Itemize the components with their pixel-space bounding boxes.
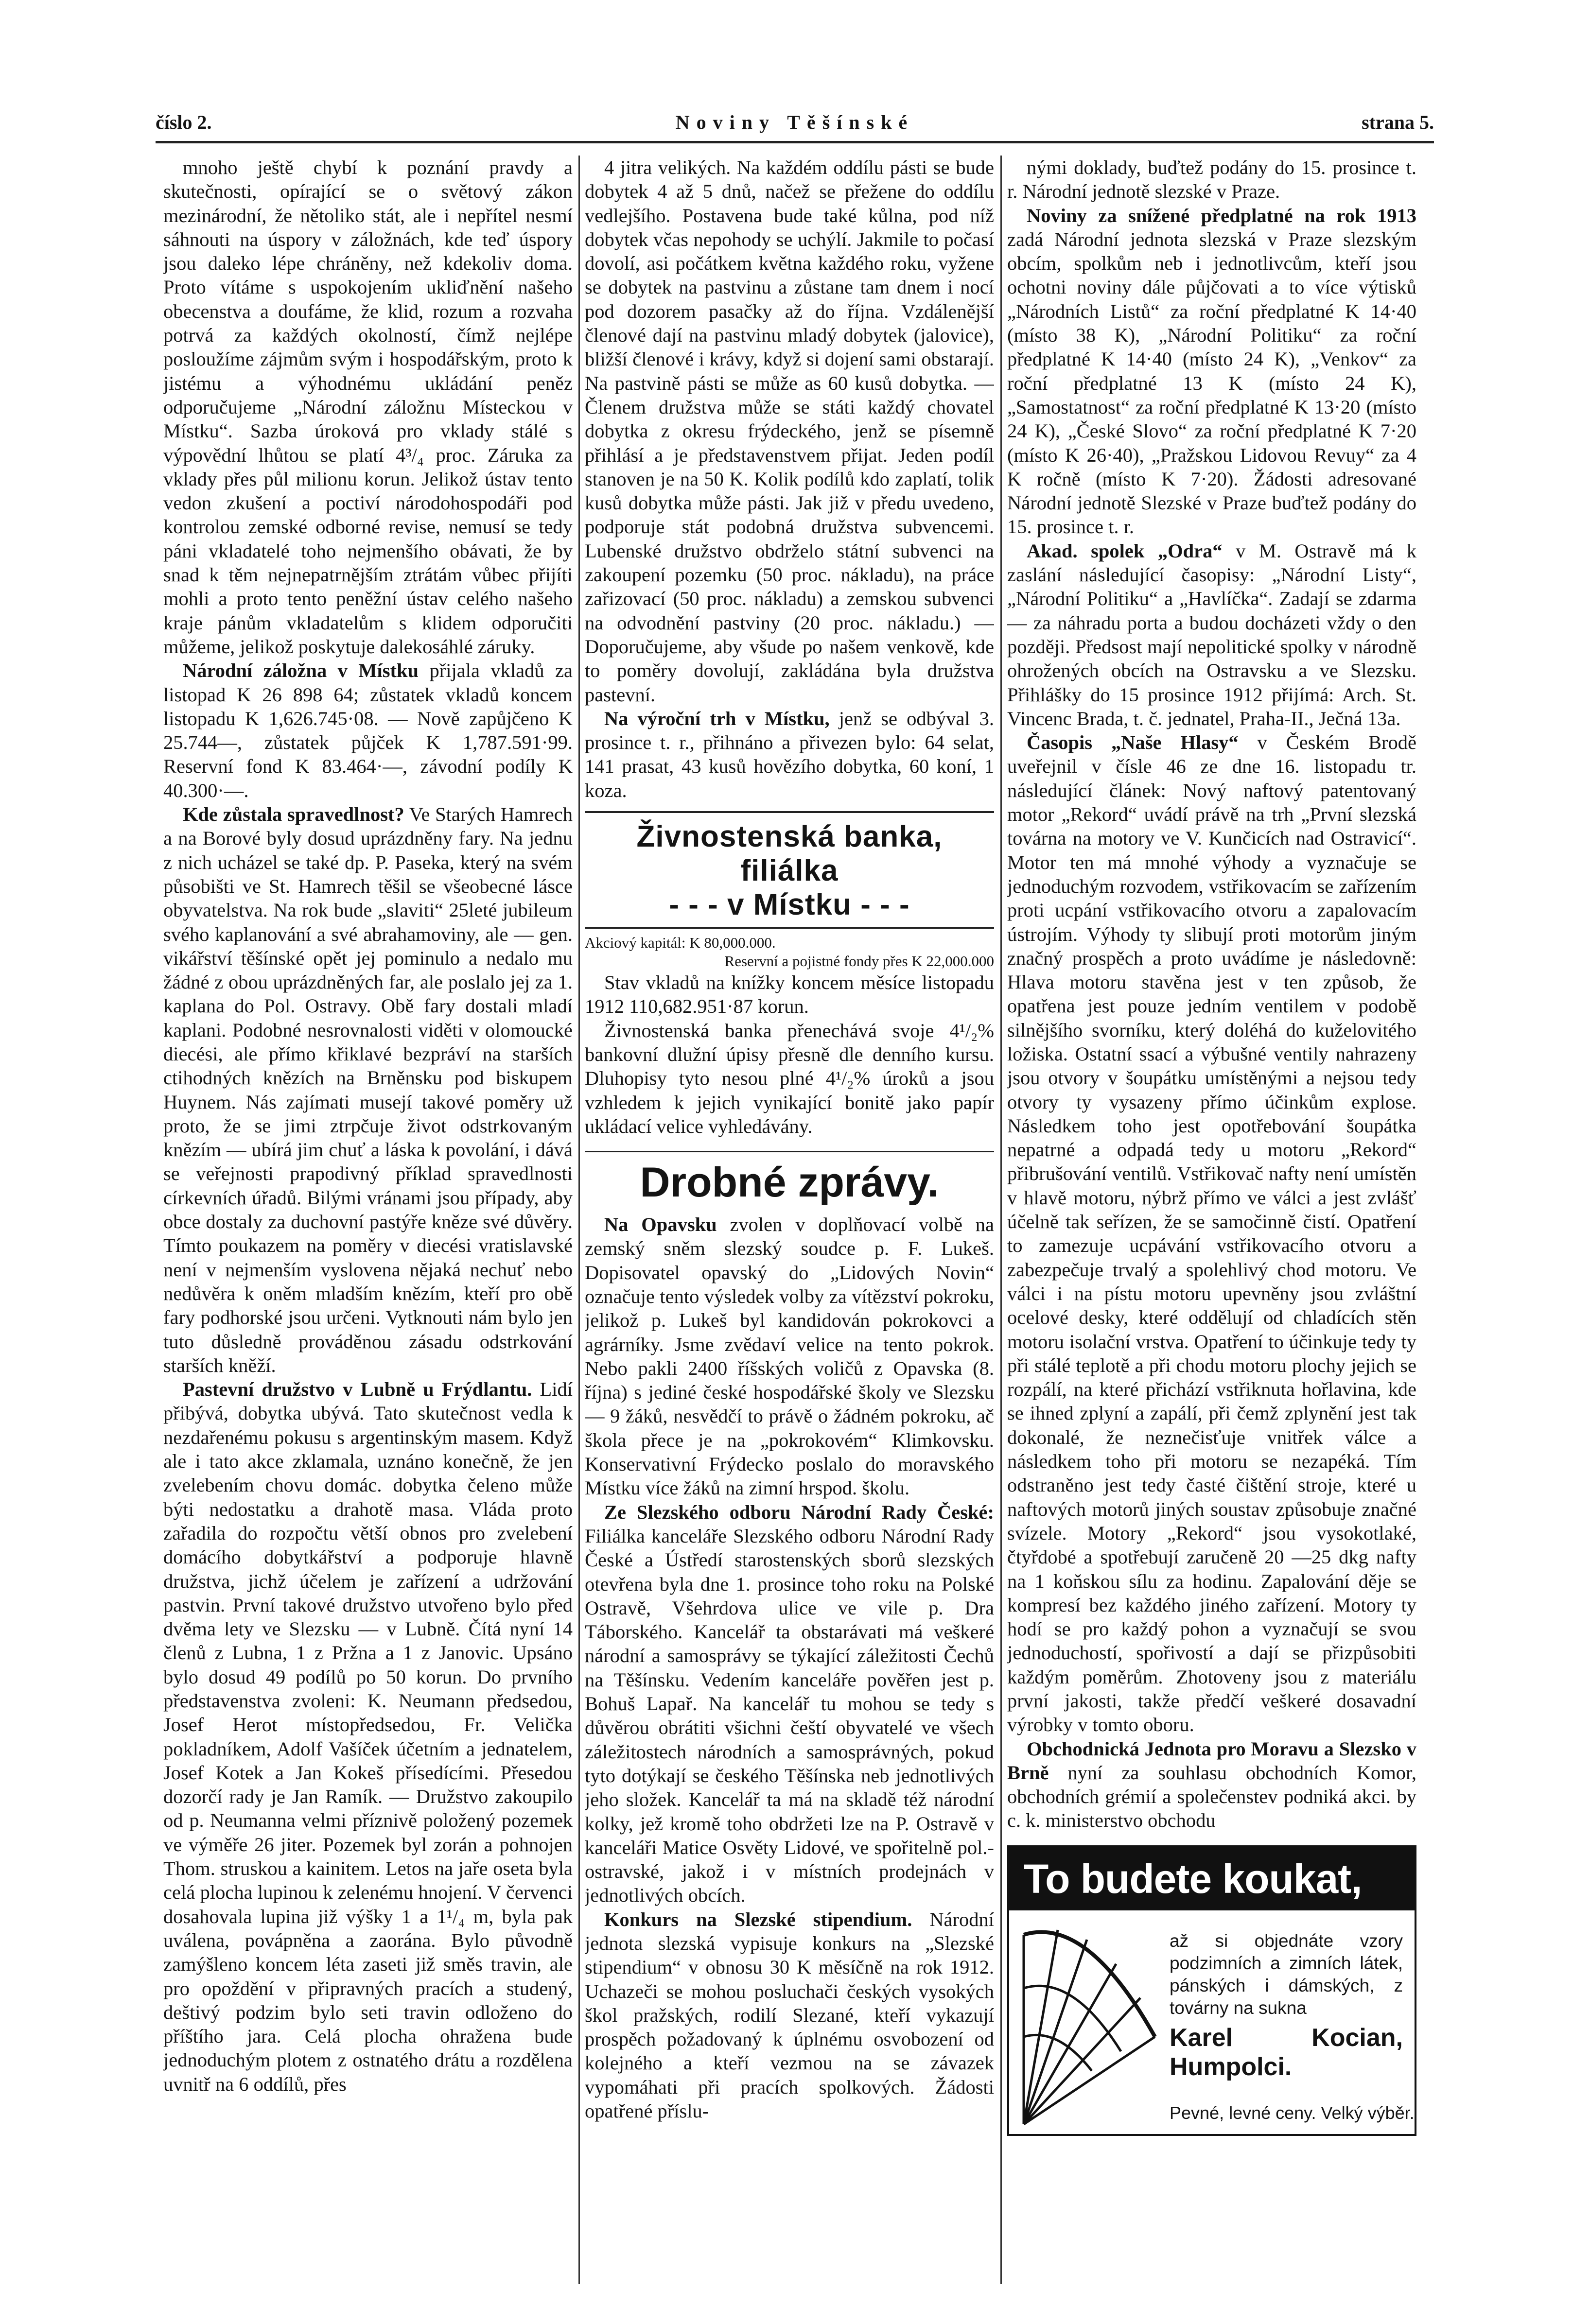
article-text: Filiálka kanceláře Slezského odboru Národní Rady České a Ústředí starostenských sborů slezských otevřena byla dne 1. prosince toho roku na Polské Ostravě, Všehrdova ulice ve vile p. Dra Táborského. Kancelář ta obstarávati má veškeré národní a samosprávy se týkající záležitosti Čechů na Těšínsku. Vedením kanceláře pověřen jest p. Bohuš Lapař. Na kancelář tu mohou se tedy s důvěrou obrátiti všichni čeští obyvatelé ve všech záležitostech národních a samosprávných, pokud tyto dotýkají se českého Těšínska neb jednotlivých jeho složek. Kancelář ta má na skladě též národní kolky, jež kromě toho obdržeti lze na P. Ostravě v kanceláři Matice Osvěty Lidové, ve spořitelně pol.-ostravské, jakož i v místních prodejnách v jednotlivých obcích.	[585, 1525, 994, 1907]
article-paragraph	[1007, 1737, 1416, 1833]
article-paragraph	[585, 1500, 994, 1908]
ad-line: až si objednáte vzory podzimních a zimních látek, pánských i dámských, z továrny na sukna	[1170, 1930, 1403, 2018]
article-text: zadá Národní jednota slezská v Praze slezským obcím, spolkům neb i jednotlivcům, kteří jsou ochotni noviny dále půjčovati a to více výtisků „Národních Listů“ za roční předplatné K 14·40 (místo 38 K), „Národní Politiku“ za roční předplatné K 14·40 (místo 24 K), „Venkov“ za roční předplatné 13 K (místo 24 K), „Samostatnost“ za roční předplatné K 13·20 (místo 24 K), „České Slovo“ za roční předplatné K 7·20 (místo K 26·40), „Pražskou Lidovou Revuy“ za 4 K ročně (místo K 7·20). Žádosti adresované Národní jednotě Slezské v Praze buďtež podány do 15. prosince t. r.	[1007, 228, 1416, 538]
bank-title: Živnostenská banka, filiálka	[636, 820, 943, 888]
ad-footer: Pevné, levné ceny. Velký výběr.	[1170, 2103, 1415, 2123]
article-heading: Časopis „Naše Hlasy“	[1027, 731, 1239, 754]
article-heading: Pastevní družstvo v Lubně u Frýdlantu.	[183, 1378, 532, 1401]
article-paragraph	[1007, 730, 1416, 1736]
column-3	[1007, 156, 1416, 2284]
section-heading: Drobné zprávy.	[585, 1151, 994, 1207]
newspaper-title: Noviny Těšínské	[675, 111, 914, 133]
article-paragraph: Živnostenská banka přenechává svoje 4¹/₂% bankovní dlužní úpisy přesně dle denního kursu. Dluhopisy tyto nesou plné 4¹/₂% úroků a jsou vzhledem k jejich vynikající bonitě jako papír ukládací velice vyhledávány.	[585, 1019, 994, 1137]
article-text: Lidí přibývá, dobytka ubývá. Tato skutečnost vedla k nezdařenému pokusu s argentinským masem. Když ale i tato akce zklamala, uznáno konečně, že jen zvelebením chovu domác. dobytka čeleno může býti nedostatku a drahotě masa. Vláda proto zařadila do rozpočtu větší obnos pro zvelebení domácího dobytkářství a podporuje hlavně družstva, jichž účelem je zařízení a udržování pastvin. První takové družstvo utvořeno bylo před dvěma lety ve Slezsku — v Lubně. Čítá nyní 14 členů z Lubna, 1 z Pržna a 1 z Janovic. Upsáno bylo dosud 49 podílů po 50 korun. Do prvního představenstva zvoleni: K. Neumann předsedou, Josef Herot místopředsedou, Fr. Velička pokladníkem, Adolf Vašíček účetním a jednatelem, Josef Kotek a Jan Kokeš přísedícími. Přesedou dozorčí rady je Jan Ramík. — Družstvo zakoupilo od p. Neumanna velmi příznivě položený pozemek ve výměře 26 jiter. Pozemek byl zorán a pohnojen Thom. struskou a kainitem. Letos na jaře oseta byla celá plocha lupinou k zelenému hnojení. V červenci dosahovala lupina již výšky 1 a 1¹/₄ m, byla pak uválena, povápněna a zaorána. Bylo původně zamýšleno koncem léta zaseti již směs travin, ale pro opoždění v připravných pracích a studený, deštivý podzim bylo seti travin odloženo do příštího jara. Celá plocha ohražena bude jednoduchým plotem z ostnatého drátu a rozdělena uvnitř na 6 oddílů, přes	[163, 1378, 573, 2095]
article-paragraph	[585, 707, 994, 802]
article-heading: Noviny za snížené předplatné na rok 1913	[1027, 204, 1416, 226]
page-number: strana 5.	[1362, 111, 1434, 133]
article-heading: Ze Slezského odboru Národní Rady České:	[604, 1501, 994, 1523]
article-text: v M. Ostravě má k zaslání následující časopisy: „Národní Listy“, „Národní Politiku“ a „Havlíčka“. Zadají se zdarma — za náhradu porta a budou docházeti vždy o den později. Předsost mají nepolitické spolky v národně ohrožených obcích na Ostravsku a ve Slezsku. Přihlášky do 15 prosince 1912 přijímá: Arch. St. Vincenc Brada, t. č. jednatel, Praha-II., Ječná 13a.	[1007, 539, 1416, 729]
article-paragraph	[163, 1377, 573, 2096]
article-paragraph: mnoho ještě chybí k poznání pravdy a skutečnosti, opírající se o světový zákon mezinárodní, že nětoliko stát, ale i nepřítel nesmí sáhnouti na úspory v záložnách, kde teď úspory jsou daleko lépe chráněny, než kdekoliv doma. Proto vítáme s uspokojením ukliďnění našeho obecenstva a doufáme, že klid, rozum a rozvaha potrvá za každých okolností, čímž nejlépe posloužíme zájmům svým i hospodářským, proto k jistému a výhodnému ukládání peněz odporučujeme „Národní záložnu Místeckou v Místku“. Sazba úroková pro vklady stálé s výpovědní lhůtou se platí 4³/₄ proc. Záruka za vklady přes půl milionu korun. Jelikož ústav tento vedon zkušení a poctiví národohospodáři pod kontrolou zemské odborné revise, nemusí se tedy páni vkladatelé toho nejmenšího obávati, že by snad k těm nejnepatrnějším ztrátám vůbec přijíti mohli a proto tento peněžní ústav celého našeho kraje pánům vkladatelům s klidem odporučiti můžeme, jelikož poskytuje dalekosáhlé záruky.	[163, 156, 573, 658]
column-divider	[578, 156, 580, 2284]
column-divider	[1000, 156, 1002, 2284]
header-rule	[156, 141, 1434, 143]
article-heading: Obchodnická Jednota pro Moravu a Slezsko v Brně	[1007, 1737, 1416, 1784]
article-text: Národní jednota slezská vypisuje konkurs na „Slezské stipendium“ v obnosu 30 K měsíčně na rok 1912. Uchazeči se mohou posluchači českých vysokých škol pražských, rodilí Slezané, kteří vykazují prospěch požadovaný k úplnému osvobození od kolejného a kteří vezmou na se závazek vypomáhati při pracích spolkových. Žádosti opatřené příslu-	[585, 1908, 994, 2122]
article-heading: Na výroční trh v Místku,	[604, 707, 830, 729]
article-paragraph: nými doklady, buďtež podány do 15. prosince t. r. Národní jednotě slezské v Praze.	[1007, 156, 1416, 203]
column-1	[163, 156, 573, 2284]
article-heading: Akad. spolek „Odra“	[1027, 539, 1223, 562]
advertisement	[1007, 1845, 1416, 2136]
issue-number: číslo 2.	[156, 111, 212, 133]
article-text: jenž se odbýval 3. prosince t. r., přihnáno a přivezen bylo: 64 selat, 141 prasat, 43 kusů hovězího dobytka, 60 koní, 1 koza.	[585, 707, 994, 801]
article-text: v Českém Brodě uveřejnil v čísle 46 ze dne 16. listopadu tr. následující článek: Nový naftový patentovaný motor „Rekord“ uvádí právě na trh „První slezská továrna na motory ve V. Kunčicích nad Ostravicí“. Motor ten má mnohé výhody a vyznačuje se jednoduchým rozvodem, vstřikovacím se zařízením proti ucpání vstřikovacího otvoru a zapalovacím ústrojím. Výhody ty slibují proti motorům jiným značný prospěch a proto uvádíme je následovně: Hlava motoru stavěna jest v ten způsob, že opatřena jest pouze jedním ventilem v podobě silnějšího svorníku, který doléhá do kuželovitého ložiska. Ostatní ssací a výbušné ventily nahrazeny jsou otvory v šoupátku umístěnými a nejsou tedy otvory ty vysazeny přímo účinkům explose. Následkem toho jest opotřebování šoupátka nepatrné a odpadá tedy u motoru „Rekord“ přibrušování ventilů. Vstřikovač nafty není umístěn v hlavě motoru, nýbrž přímo ve válci a jest zvlášť účelně tak seřízen, že se samočinně čistí. Opatření to zamezuje ucpávání vstřikovacího otvoru a zabezpečuje trvalý a spolehlivý chod motoru. Ve válci i na pístu motoru upevněny jsou zvláštní ocelové desky, které oddělují od chladících stěn motoru isolační vrstva. Opatření to účinkuje tedy ty při stálé teplotě a při chodu motoru plochy jejich se rozpálí, na které přichází vstřiknuta hořlavina, kde se ihned zplyní a zapálí, při čemž zplynění jest tak dokonalé, že neznečisťuje vnitřek válce a následkem toho při motoru se nezapéká. Tím odstraněno jest tedy časté čištění stroje, které u naftových motorů jiných soustav způsobuje značné svízele. Motory „Rekord“ jsou vysokotlaké, čtyřdobé a spotřebují zaručeně 20 —25 dkg nafty na 1 koňskou sílu za hodinu. Zapalování děje se kompresí bez každého jiného zařízení. Motory ty hodí se pro každý pohon a vyznačují se svou jednoduchostí, spořivostí a dají se přizpůsobiti každým poměrům. Zhotoveny jsou z materiálu první jakosti, takže předčí veškeré dosavadní výrobky v tomto oboru.	[1007, 731, 1416, 1736]
article-text: zvolen v doplňovací volbě na zemský sněm slezský soudce p. F. Lukeš. Dopisovatel opavský do „Lidových Novin“ označuje tento výsledek volby za vítězství pokroku, jelikož p. Lukeš byl kandidován pokrokovci a agrárníky. Jsme zvědaví velice na tento pokrok. Nebo pakli 2400 říšských voličů z Opavska (8. října) s jediné české hospodářské školy ve Slezsku — 9 žáků, nesvědčí to právě o žádném pokroku, ač škola přece je na „pokrokovém“ Klimkovsku. Konservativní Frýdecko poslalo do moravského Místku více žáků na zimní hrspod. školu.	[585, 1214, 994, 1499]
article-text: nyní za souhlasu obchodních Komor, obchodních grémií a společenstev podniká akci. by c. k. ministerstvo obchodu	[1007, 1761, 1416, 1832]
bank-reserve-note: Reservní a pojistné fondy přes K 22,000.000	[724, 953, 994, 970]
article-heading: Konkurs na Slezské stipendium.	[604, 1908, 912, 1930]
bank-location: - - - v Místku - - -	[669, 888, 910, 922]
article-heading: Na Opavsku	[604, 1214, 717, 1236]
article-paragraph: Stav vkladů na knížky koncem měsíce listopadu 1912 110,682.951·87 korun.	[585, 971, 994, 1018]
page-header	[156, 111, 1434, 140]
article-text: přijala vkladů za listopad K 26 898 64; zůstatek vkladů koncem listopadu K 1,626.745·08. — Nově zapůjčeno K 25.744—, zůstatek půjček K 1,787.591·99. Reservní fond K 83.464·—, závodní podíly K 40.300·—.	[163, 659, 573, 801]
ad-body	[1170, 1930, 1403, 2081]
article-heading: Národní záložna v Místku	[183, 659, 419, 682]
article-paragraph	[585, 1213, 994, 1500]
ad-company-name: Karel Kocian, Humpolci.	[1170, 2023, 1403, 2081]
bank-notice-heading	[585, 811, 994, 929]
article-text: Ve Starých Hamrech a na Borové byly dosud uprázdněny fary. Na jednu z nich ucházel se také dp. P. Paseka, který na svém působišti ve St. Hamrech těšil se všeobecné lásce obyvatelstva. Na rok bude „slaviti“ 25leté jubileum svého kaplanování a své abrahamoviny, ale — gen. vikářství těšínské opět jej pominulo a nedalo mu žádné z obou uprázdněných far, ale poslalo jej za 1. kaplana do Pol. Ostravy. Obě fary dostali mladí kaplani. Podobné nesrovnalosti viděti v olomoucké diecési, ale přímo křiklavé bezpráví na starších ctihodných knězích na Brněnsku pod biskupem Huynem. Nás zajímati musejí takové poměry už proto, že se jimi ztrpčuje život odstrkovaným knězím — ubírá jim chuť a láska k povolání, i dává se veřejnosti prapodivný příklad spravedlnosti církevních úřadů. Bilými vránami jsou případy, aby obce dostaly za duchovní pastýře kněze své důvěry. Tímto poukazem na poměry v diecési vratislavské není v nejmenším vyslovena nějaká nechuť nebo nedůvěra k oněm mladším knězím, kteří pro obě fary podhorské jsou určeni. Vytknouti nám bylo jen tuto důsledně prováděnou zásadu odstrkování starších kněží.	[163, 803, 573, 1376]
article-heading: Kde zůstala spravedlnost?	[183, 803, 404, 826]
article-paragraph	[163, 659, 573, 802]
article-paragraph	[1007, 204, 1416, 539]
article-paragraph	[1007, 539, 1416, 730]
column-2	[585, 156, 994, 2284]
article-paragraph	[585, 1908, 994, 2123]
fabric-fan-icon	[1014, 1915, 1160, 2129]
bank-capital-note: Akciový kapitál: K 80,000.000.	[585, 934, 776, 952]
ad-title: To budete koukat,	[1009, 1847, 1415, 1910]
article-paragraph	[163, 802, 573, 1377]
article-paragraph: 4 jitra velikých. Na každém oddílu pásti se bude dobytek 4 až 5 dnů, načež se přežene do oddílu vedlejšího. Postavena bude také kůlna, pod níž dobytek včas nepohody se uchýlí. Jakmile to počasí dovolí, asi počátkem května každého roku, vyžene se dobytek na pastvinu a zůstane tam dnem i nocí pod dozorem pasačky až do října. Vzdálenější členové dají na pastvinu mladý dobytek (jalovice), bližší členové i krávy, když si dojení sami obstarají. Na pastvině pásti se může as 60 kusů dobytka. — Členem družstva může se státi každý chovatel dobytka z okresu frýdeckého, jenž se písemně přihlásí a je představenstvem přijat. Jeden podíl stanoven je na 50 K. Kolik podílů kdo zaplatí, tolik kusů dobytka může pásti. Jak již v předu uvedeno, podporuje stát podobná družstva subvencemi. Lubenské družstvo obdrželo státní subvenci na zakoupení pozemku (50 proc. nákladu), na práce zařizovací (50 proc. nákladu) a zemskou subvenci na odvodnění pastviny (20 proc. nákladu.) — Doporučujeme, aby všude po našem venkově, kde to poměry dovolují, zakládána byla družstva pastevní.	[585, 156, 994, 706]
